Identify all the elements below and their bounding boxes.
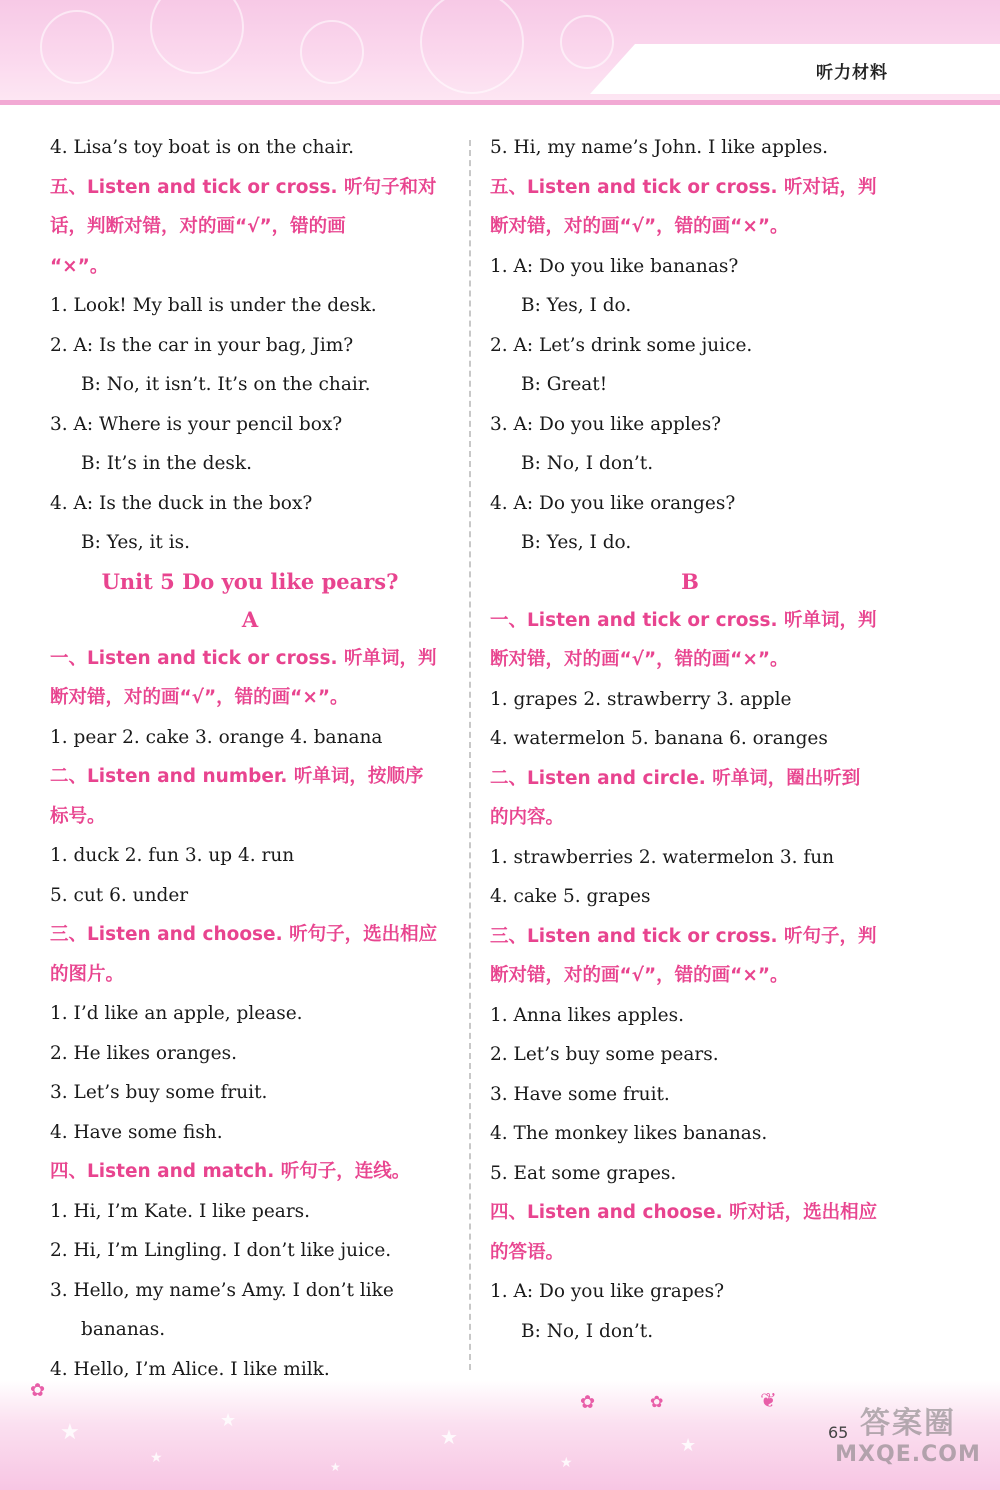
exercise-heading: 断对错，对的画“√”，错的画“×”。 [490,965,789,986]
section-title: 听力材料 [816,63,888,83]
flower-icon: ✿ [650,1392,664,1411]
decor-circle [560,15,614,69]
dialogue-line: B: Yes, I do. [521,532,632,553]
watermark-url: MXQE.COM [835,1442,981,1467]
list-item: 1. pear 2. cake 3. orange 4. banana [50,726,383,748]
exercise-heading: 断对错，对的画“√”，错的画“×”。 [490,649,789,670]
list-item: 4. A: Is the duck in the box? [50,492,313,514]
list-item: 2. He likes oranges. [50,1042,237,1064]
exercise-heading: 断对错，对的画“√”，错的画“×”。 [490,216,789,237]
watermark [822,1398,994,1484]
star-icon: ★ [220,1410,237,1431]
exercise-heading: 三、Listen and tick or cross. 听句子，判 [490,925,877,947]
list-item: 4. Lisa’s toy boat is on the chair. [50,137,355,158]
list-item: 1. I’d like an apple, please. [50,1003,303,1024]
exercise-heading: 五、Listen and tick or cross. 听句子和对 [50,176,437,198]
watermark-logo-text: 答案圈 [860,1406,956,1441]
exercise-heading: 四、Listen and choose. 听对话，选出相应 [490,1202,878,1223]
list-item: 5. Hi, my name’s John. I like apples. [490,137,829,158]
star-icon: ★ [440,1425,458,1449]
exercise-heading: 断对错，对的画“√”，错的画“×”。 [50,687,349,708]
list-item: 1. Look! My ball is under the desk. [50,295,377,316]
list-item: 3. A: Where is your pencil box? [50,413,343,435]
left-column [50,128,450,1389]
exercise-heading: 二、Listen and circle. 听单词，圈出听到 [490,767,861,789]
list-item: 1. duck 2. fun 3. up 4. run [50,845,295,866]
exercise-heading: 一、Listen and tick or cross. 听单词，判 [50,647,437,669]
list-item: 4. Have some fish. [50,1121,223,1143]
part-title: A [241,606,259,632]
exercise-heading: 五、Listen and tick or cross. 听对话，判 [490,176,877,198]
list-item: 4. cake 5. grapes [490,886,651,907]
list-item: 1. strawberries 2. watermelon 3. fun [490,846,835,868]
star-icon: ★ [330,1460,341,1474]
list-item: 2. A: Is the car in your bag, Jim? [50,334,354,356]
list-item: 1. A: Do you like bananas? [490,255,739,277]
list-item: 3. A: Do you like apples? [490,413,722,435]
list-item: 4. A: Do you like oranges? [490,492,736,514]
list-item: 4. Hello, I’m Alice. I like milk. [50,1358,330,1380]
dialogue-line: B: No, it isn’t. It’s on the chair. [81,374,371,395]
list-item: 1. grapes 2. strawberry 3. apple [490,688,792,710]
list-item: 4. The monkey likes bananas. [490,1123,768,1144]
exercise-heading: 二、Listen and number. 听单词，按顺序 [50,766,424,787]
right-column [490,128,890,1351]
decor-circle [300,20,364,84]
part-title: B [681,568,699,594]
header-rule [0,100,1000,105]
list-item: 2. Let’s buy some pears. [490,1044,719,1065]
exercise-heading: 三、Listen and choose. 听句子，选出相应 [50,924,438,945]
list-item: 1. Hi, I’m Kate. I like pears. [50,1200,311,1222]
list-item: 4. watermelon 5. banana 6. oranges [490,728,828,749]
dialogue-line: B: No, I don’t. [521,1320,654,1342]
list-item: 1. Anna likes apples. [490,1004,684,1026]
flower-icon: ✿ [30,1380,46,1401]
flower-icon: ❦ [760,1388,777,1412]
dialogue-line: B: Yes, I do. [521,295,632,316]
header-tab [590,44,1000,94]
decor-circle [150,0,244,74]
flower-icon: ✿ [580,1392,596,1413]
dialogue-line: B: Yes, it is. [81,532,191,553]
exercise-heading: 的图片。 [50,963,125,985]
exercise-heading: 的内容。 [490,807,565,828]
decor-circle [420,0,524,94]
exercise-heading: 四、Listen and match. 听句子，连线。 [50,1161,411,1182]
list-item: 5. cut 6. under [50,884,189,906]
dialogue-line: B: No, I don’t. [521,453,654,474]
list-item: 3. Hello, my name’s Amy. I don’t like [50,1279,394,1301]
decor-circle [40,10,114,84]
page-number: 65 [828,1423,849,1442]
star-icon: ★ [150,1450,163,1466]
list-item: 2. A: Let’s drink some juice. [490,334,753,356]
unit-title: Unit 5 Do you like pears? [101,568,399,594]
list-item: 3. Let’s buy some fruit. [50,1082,268,1103]
column-divider [469,140,471,1370]
list-item: 1. A: Do you like grapes? [490,1281,725,1302]
exercise-heading: 话，判断对错，对的画“√”，错的画 [50,216,346,237]
exercise-heading: “×”。 [50,255,109,277]
dialogue-line: B: It’s in the desk. [81,453,252,474]
star-icon: ★ [560,1455,573,1471]
star-icon: ★ [60,1420,80,1445]
dialogue-line: bananas. [81,1319,166,1340]
list-item: 2. Hi, I’m Lingling. I don’t like juice. [50,1240,392,1261]
list-item: 5. Eat some grapes. [490,1162,677,1184]
exercise-heading: 一、Listen and tick or cross. 听单词，判 [490,609,877,631]
exercise-heading: 标号。 [50,805,106,827]
dialogue-line: B: Great! [521,374,608,395]
star-icon: ★ [680,1435,697,1456]
exercise-heading: 的答语。 [490,1241,565,1263]
list-item: 3. Have some fruit. [490,1083,670,1105]
